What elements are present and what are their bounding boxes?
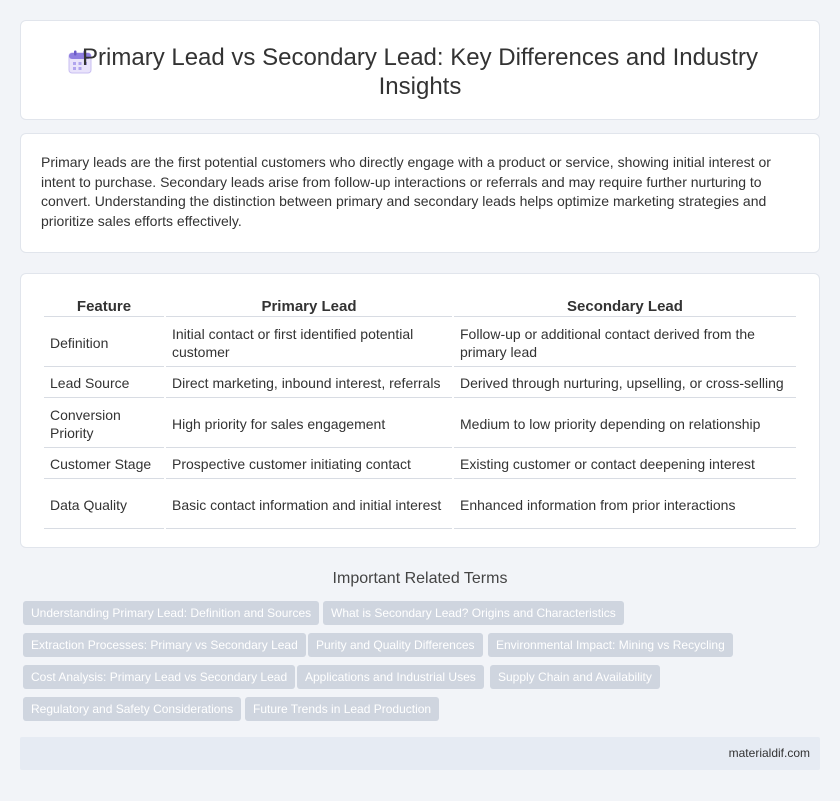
page-title: Primary Lead vs Secondary Lead: Key Differences and Industry Insights <box>82 44 758 100</box>
table-cell: Existing customer or contact deepening interest <box>454 450 796 479</box>
related-term-link[interactable]: Understanding Primary Lead: Definition and Sources <box>23 601 319 625</box>
related-term-link[interactable]: Regulatory and Safety Considerations <box>23 697 241 721</box>
table-row <box>44 369 796 398</box>
table-cell: Follow-up or additional contact derived from the primary lead <box>454 319 796 367</box>
related-term-link[interactable]: Extraction Processes: Primary vs Secondary Lead <box>23 633 306 657</box>
table-header-row <box>44 297 796 317</box>
table-cell: Direct marketing, inbound interest, referrals <box>166 369 452 398</box>
table-row <box>44 481 796 529</box>
footer-site-link[interactable]: materialdif.com <box>728 746 810 760</box>
intro-paragraph: Primary leads are the first potential customers who directly engage with a product or service, showing initial interest or intent to purchase. Secondary leads arise from follow-up interactions or referrals and may require further nurturing to convert. Understanding the distinction between primary and secondary leads helps optimize marketing strategies and prioritize sales efforts effectively. <box>41 154 771 229</box>
table-cell: Conversion Priority <box>44 400 164 448</box>
table-cell: Initial contact or first identified potential customer <box>166 319 452 367</box>
related-terms-title: Important Related Terms <box>332 570 508 587</box>
table-cell: Data Quality <box>44 481 164 529</box>
intro-card <box>20 133 820 253</box>
table-row <box>44 319 796 367</box>
header-primary-lead: Primary Lead <box>166 297 452 317</box>
header-feature: Feature <box>44 297 164 317</box>
table-cell: High priority for sales engagement <box>166 400 452 448</box>
header-card <box>20 20 820 120</box>
footer <box>20 737 820 770</box>
related-term-link[interactable]: What is Secondary Lead? Origins and Characteristics <box>323 601 624 625</box>
table-cell: Customer Stage <box>44 450 164 479</box>
related-term-link[interactable]: Purity and Quality Differences <box>308 633 483 657</box>
table-cell: Enhanced information from prior interactions <box>454 481 796 529</box>
table-cell: Medium to low priority depending on relationship <box>454 400 796 448</box>
table-cell: Basic contact information and initial interest <box>166 481 452 529</box>
related-term-link[interactable]: Cost Analysis: Primary Lead vs Secondary Lead <box>23 665 295 689</box>
header-secondary-lead: Secondary Lead <box>454 297 796 317</box>
table-row <box>44 400 796 448</box>
comparison-table <box>42 295 798 531</box>
related-term-link[interactable]: Environmental Impact: Mining vs Recycling <box>488 633 733 657</box>
table-cell: Prospective customer initiating contact <box>166 450 452 479</box>
comparison-table-card <box>20 273 820 548</box>
table-cell: Lead Source <box>44 369 164 398</box>
related-term-link[interactable]: Future Trends in Lead Production <box>245 697 439 721</box>
related-term-link[interactable]: Applications and Industrial Uses <box>297 665 484 689</box>
related-term-link[interactable]: Supply Chain and Availability <box>490 665 660 689</box>
table-cell: Derived through nurturing, upselling, or cross-selling <box>454 369 796 398</box>
table-cell: Definition <box>44 319 164 367</box>
table-row <box>44 450 796 479</box>
